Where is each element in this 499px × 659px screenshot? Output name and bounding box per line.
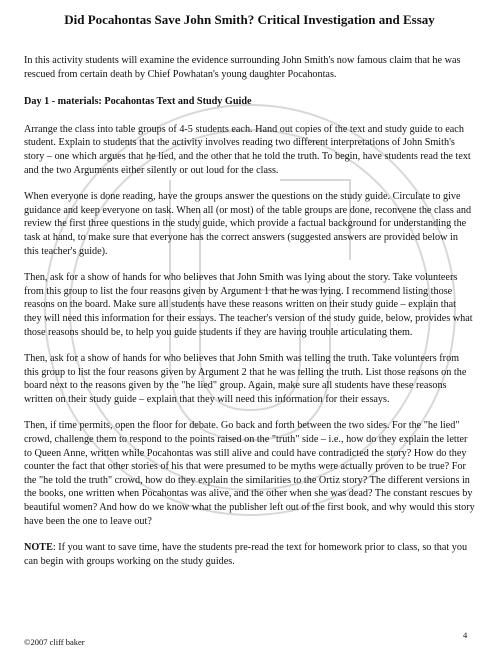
document-page [24, 0, 475, 568]
instruction-paragraph-3: Then, ask for a show of hands for who believes that John Smith was lying about the story. Take volunteers from this group to list the four reasons given by Argument 1 that he was lying. I recommend listing those reasons on the board. Make sure all students have these reasons written on their study guide – explain that they will need this information for their essays. The teacher's version of the study guide, below, provides what those reasons should be, to help you guide students if they are having trouble articulating them. [24, 272, 473, 338]
note-label: NOTE [24, 542, 53, 554]
day-heading: Day 1 - materials: Pocahontas Text and Study Guide [24, 96, 252, 108]
instruction-paragraph-5: Then, if time permits, open the floor for debate. Go back and forth between the two sides. For the "he lied" crowd, challenge them to respond to the points raised on the "truth" side – i.e., how do they explain the letter to Queen Anne, written while Pocahontas was still alive and could have contradicted the story? How do they counter the fact that other stories of his that were presumed to be myths were actually proven to be true? For the "he told the truth" crowd, how do they explain the similarities to the Ortiz story? The different versions in the books, one written when Pocahontas was alive, and the other when she was dead? The constant rescues by beautiful women? And how do we know what the publisher left out of the first book, and why would this story have been the one to leave out? [24, 420, 475, 527]
instruction-paragraph-1: Arrange the class into table groups of 4-5 students each. Hand out copies of the text and study guide to each student. Explain to students that the activity involves reading two different interpretations of John Smith's story – one which argues that he lied, and the other that he told the truth. To begin, have students read the text and the two Arguments either silently or out loud for the class. [24, 123, 471, 176]
page-number: 4 [463, 630, 468, 640]
note-paragraph [24, 541, 475, 568]
copyright-footer: ©2007 cliff baker [24, 637, 85, 647]
intro-paragraph: In this activity students will examine the evidence surrounding John Smith's now famous claim that he was rescued from certain death by Chief Powhatan's young daughter Pocahontas. [24, 55, 461, 80]
instruction-paragraph-2: When everyone is done reading, have the groups answer the questions on the study guide. Circulate to give guidance and keep everyone on task. When all (or most) of the table groups are done, reconvene the class and review the first three questions in the study guide, which provide a factual background for understanding the task at hand, to make sure that everyone has the correct answers (suggested answers are provided below in this teacher's guide). [24, 191, 472, 257]
document-title: Did Pocahontas Save John Smith? Critical Investigation and Essay [64, 12, 435, 27]
note-text: : If you want to save time, have the students pre-read the text for homework prior to class, so that you can begin with groups working on the study guides. [24, 542, 468, 567]
instruction-paragraph-4: Then, ask for a show of hands for who believes that John Smith was telling the truth. Take volunteers from this group to list the four reasons given by Argument 2 that he was telling the truth. List those reasons on the board next to the reasons given by the "he lied" group. Again, make sure all students have these reasons written on their study guide – explain that they will need this information for their essays. [24, 353, 467, 405]
